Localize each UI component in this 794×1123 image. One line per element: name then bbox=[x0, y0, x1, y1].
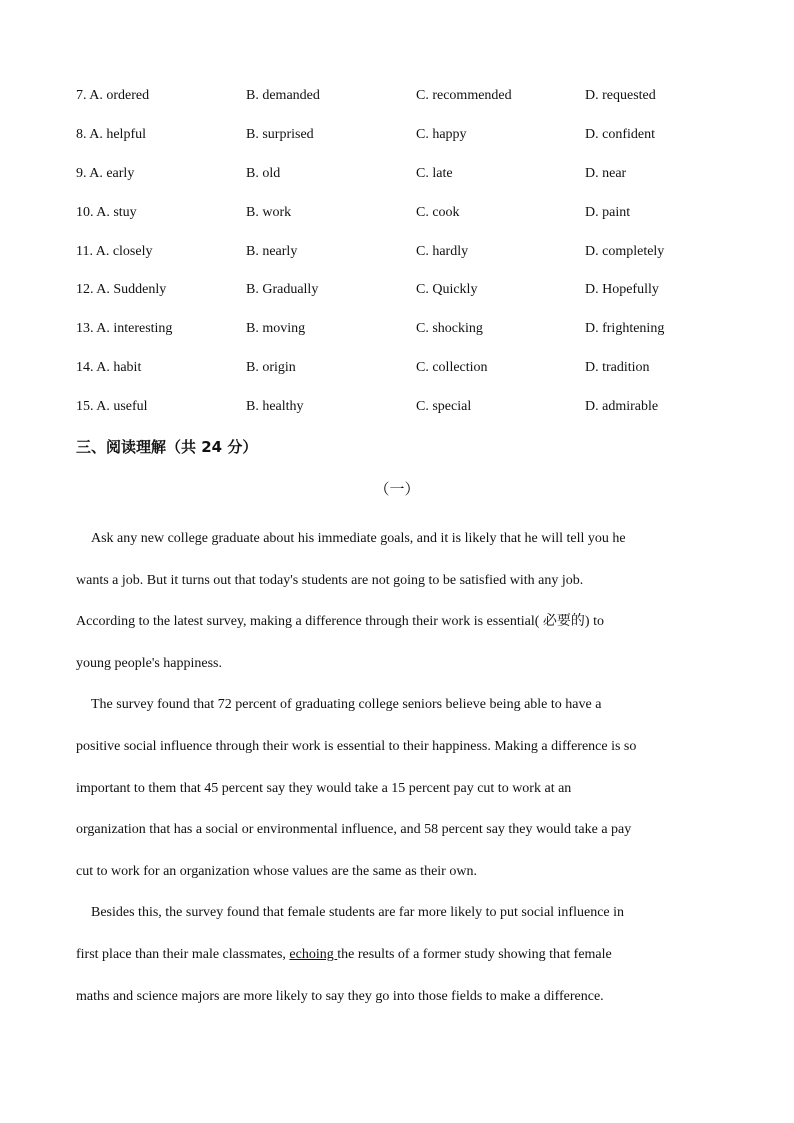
option-c: C. happy bbox=[416, 126, 467, 142]
option-row-7 bbox=[76, 88, 756, 127]
option-b: B. moving bbox=[246, 321, 306, 337]
option-d: D. frightening bbox=[585, 321, 665, 337]
option-b: B. old bbox=[246, 165, 281, 181]
option-d: D. tradition bbox=[585, 360, 650, 376]
option-a: 15. A. useful bbox=[76, 399, 148, 415]
passage-text: the results of a former study showing that female bbox=[337, 946, 612, 962]
option-b: B. origin bbox=[246, 360, 296, 376]
passage-line: According to the latest survey, making a difference through their work is essential( 必要的) to bbox=[76, 614, 604, 630]
option-a: 12. A. Suddenly bbox=[76, 282, 167, 298]
option-a: 11. A. closely bbox=[76, 243, 153, 259]
option-c: C. late bbox=[416, 165, 453, 181]
option-c: C. Quickly bbox=[416, 282, 478, 298]
option-a: 13. A. interesting bbox=[76, 321, 173, 337]
passage-line: cut to work for an organization whose values are the same as their own. bbox=[76, 863, 477, 879]
option-b: B. healthy bbox=[246, 399, 304, 415]
passage-line: organization that has a social or environmental influence, and 58 percent say they would take a pay bbox=[76, 822, 632, 838]
option-a: 7. A. ordered bbox=[76, 88, 150, 103]
passage-line: positive social influence through their work is essential to their happiness. Making a difference is so bbox=[76, 738, 637, 754]
option-b: B. nearly bbox=[246, 243, 298, 259]
option-row-15 bbox=[76, 399, 756, 438]
option-b: B. Gradually bbox=[246, 282, 319, 298]
option-d: D. confident bbox=[585, 126, 655, 142]
option-b: B. work bbox=[246, 204, 292, 220]
option-row-13 bbox=[76, 321, 756, 360]
option-d: D. paint bbox=[585, 204, 631, 220]
passage-number: （一） bbox=[374, 480, 420, 498]
passage-line: important to them that 45 percent say they would take a 15 percent pay cut to work at an bbox=[76, 780, 572, 796]
choice-options bbox=[76, 88, 756, 438]
option-d: D. Hopefully bbox=[585, 282, 659, 298]
option-c: C. cook bbox=[416, 204, 460, 220]
underlined-word: echoing bbox=[289, 946, 338, 962]
option-c: C. collection bbox=[416, 360, 488, 376]
option-a: 8. A. helpful bbox=[76, 126, 146, 142]
section-title: 三、阅读理解（共 24 分） bbox=[76, 438, 258, 456]
option-c: C. special bbox=[416, 399, 472, 415]
option-row-10 bbox=[76, 205, 756, 244]
option-row-12 bbox=[76, 282, 756, 321]
option-row-11 bbox=[76, 244, 756, 283]
passage-line: The survey found that 72 percent of graduating college seniors believe being able to have a bbox=[91, 697, 602, 713]
option-a: 10. A. stuy bbox=[76, 204, 137, 220]
reading-passage bbox=[76, 518, 726, 1017]
option-d: D. requested bbox=[585, 88, 656, 103]
option-d: D. admirable bbox=[585, 399, 659, 415]
passage-line bbox=[76, 934, 726, 976]
option-d: D. near bbox=[585, 165, 627, 181]
option-a: 9. A. early bbox=[76, 165, 135, 181]
option-b: B. surprised bbox=[246, 126, 314, 142]
option-c: C. hardly bbox=[416, 243, 469, 259]
passage-line: Besides this, the survey found that female students are far more likely to put social influence in bbox=[91, 905, 625, 921]
passage-line: wants a job. But it turns out that today's students are not going to be satisfied with any job. bbox=[76, 572, 584, 588]
option-a: 14. A. habit bbox=[76, 360, 142, 376]
option-d: D. completely bbox=[585, 243, 665, 259]
passage-text: first place than their male classmates, bbox=[76, 946, 290, 962]
option-row-8 bbox=[76, 127, 756, 166]
option-row-9 bbox=[76, 166, 756, 205]
passage-line: young people's happiness. bbox=[76, 655, 223, 671]
option-c: C. recommended bbox=[416, 88, 512, 103]
option-c: C. shocking bbox=[416, 321, 483, 337]
option-b: B. demanded bbox=[246, 88, 320, 103]
option-row-14 bbox=[76, 360, 756, 399]
passage-line: Ask any new college graduate about his immediate goals, and it is likely that he will tell you he bbox=[91, 531, 626, 546]
passage-line: maths and science majors are more likely to say they go into those fields to make a difference. bbox=[76, 988, 604, 1004]
